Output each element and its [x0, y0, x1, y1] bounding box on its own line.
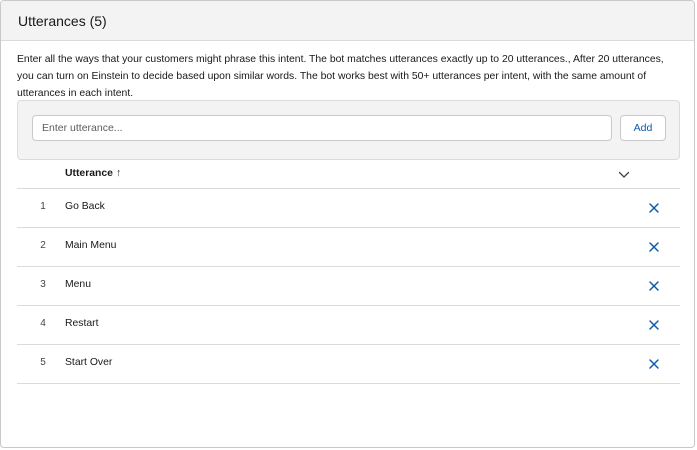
- row-number: 1: [40, 201, 46, 212]
- panel-title: Utterances (5): [18, 12, 107, 29]
- utterance-text: Go Back: [65, 201, 105, 212]
- table-row: [17, 189, 680, 228]
- close-icon[interactable]: [647, 357, 661, 371]
- description-text: Enter all the ways that your customers might phrase this intent. The bot matches utterances exactly up to 20 utterances., After 20 utterances, you can turn on Einstein to decide based upon similar words. The bot works best with 50+ utterances per intent, with the same amount of utterances in each intent.: [17, 54, 664, 99]
- table-row: [17, 306, 680, 345]
- add-utterance-box: [17, 100, 680, 160]
- panel-header: [1, 1, 694, 41]
- table-body: [17, 189, 680, 384]
- close-icon[interactable]: [647, 318, 661, 332]
- close-icon[interactable]: [647, 240, 661, 254]
- utterance-column-header[interactable]: [65, 168, 121, 179]
- utterance-column-label: Utterance: [65, 168, 113, 179]
- utterance-text: Menu: [65, 279, 91, 290]
- row-number: 3: [40, 279, 46, 290]
- utterance-text: Main Menu: [65, 240, 117, 251]
- close-icon[interactable]: [647, 201, 661, 215]
- utterance-text: Start Over: [65, 357, 113, 368]
- table-row: [17, 228, 680, 267]
- table-header: [17, 160, 680, 189]
- add-button[interactable]: Add: [620, 115, 666, 141]
- row-number: 5: [40, 357, 46, 368]
- row-number: 2: [40, 240, 46, 251]
- chevron-down-icon[interactable]: [617, 168, 631, 182]
- utterance-table: [17, 160, 680, 384]
- table-row: [17, 345, 680, 384]
- table-row: [17, 267, 680, 306]
- row-number: 4: [40, 318, 46, 329]
- close-icon[interactable]: [647, 279, 661, 293]
- utterance-text: Restart: [65, 318, 99, 329]
- utterance-input[interactable]: [32, 115, 612, 141]
- arrow-up-icon: ↑: [115, 168, 122, 179]
